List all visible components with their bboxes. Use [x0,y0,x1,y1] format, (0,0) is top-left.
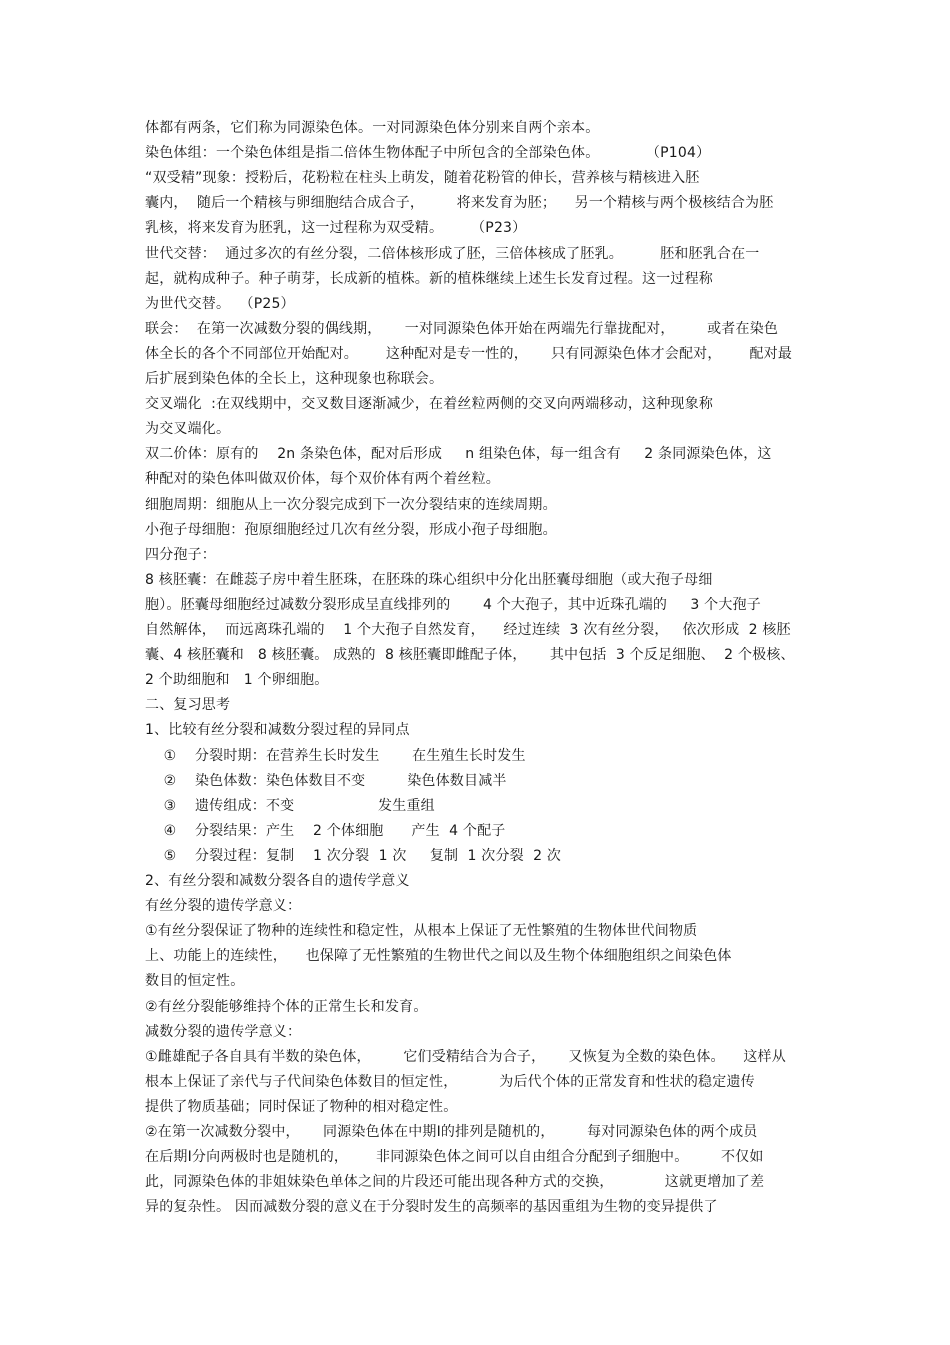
text-line: ③ 遗传组成：不变 发生重组 [145,797,435,814]
text-line: “双受精”现象：授粉后，花粉粒在柱头上萌发，随着花粉管的伸长，营养核与精核进入胚 [145,170,700,187]
text-line: 小孢子母细胞：孢原细胞经过几次有丝分裂，形成小孢子母细胞。 [145,521,557,538]
text-line: 体都有两条，它们称为同源染色体。一对同源染色体分别来自两个亲本。 [145,120,600,136]
text-line: ②有丝分裂能够维持个体的正常生长和发育。 [145,998,428,1015]
text-line: 在后期Ⅰ分向两极时也是随机的， 非同源染色体之间可以自由组合分配到子细胞中。 不仅如 [145,1149,764,1166]
text-line: 2 个助细胞和 1 个卵细胞。 [145,672,329,689]
text-line: 异的复杂性。 因而减数分裂的意义在于分裂时发生的高频率的基因重组为生物的变异提供了 [145,1199,718,1216]
text-line: 交叉端化 :在双线期中，交叉数目逐渐减少，在着丝粒两侧的交叉向两端移动，这种现象称 [145,396,714,413]
text-line: 染色体组：一个染色体组是指二倍体生物体配子中所包含的全部染色体。 （P104） [145,145,711,162]
text-line: 体全长的各个不同部位开始配对。 这种配对是专一性的， 只有同源染色体才会配对， 配对最 [145,345,793,362]
text-line: 8 核胚囊：在雌蕊子房中着生胚珠，在胚珠的珠心组织中分化出胚囊母细胞（或大孢子母细 [145,571,713,588]
text-line: 胞）。胚囊母细胞经过减数分裂形成呈直线排列的 4 个大孢子，其中近珠孔端的 3 个大孢子 [145,596,761,613]
text-line: 为交叉端化。 [145,421,231,438]
text-line: 根本上保证了亲代与子代间染色体数目的恒定性， 为后代个体的正常发育和性状的稳定遗传 [145,1073,755,1090]
text-line: 起，就构成种子。种子萌芽，长成新的植株。新的植株继续上述生长发育过程。这一过程称 [145,270,713,287]
text-line: 数目的恒定性。 [145,973,245,990]
text-line: ①雌雄配子各自具有半数的染色体， 它们受精结合为合子， 又恢复为全数的染色体。 这样从 [145,1048,786,1065]
text-line: 自然解体， 而远离珠孔端的 1 个大孢子自然发育， 经过连续 3 次有丝分裂， 依次形成 2 核胚 [145,622,791,638]
text-line: ⑤ 分裂过程：复制 1 次分裂 1 次 复制 1 次分裂 2 次 [145,847,562,864]
text-line: 上、功能上的连续性， 也保障了无性繁殖的生物世代之间以及生物个体细胞组织之间染色体 [145,948,732,965]
text-line: 1、比较有丝分裂和减数分裂过程的异同点 [145,722,410,739]
text-line: ① 分裂时期：在营养生长时发生 在生殖生长时发生 [145,747,526,764]
text-line: 有丝分裂的遗传学意义： [145,898,302,915]
text-line: 囊、4 核胚囊和 8 核胚囊。 成熟的 8 核胚囊即雌配子体， 其中包括 3 个反足细胞、 2 个极核、 [145,647,795,664]
text-line: 二、复习思考 [145,697,231,714]
text-line: 囊内， 随后一个精核与卵细胞结合成合子， 将来发育为胚； 另一个精核与两个极核结合为胚 [145,195,774,212]
text-line: 此，同源染色体的非姐妹染色单体之间的片段还可能出现各种方式的交换， 这就更增加了差 [145,1174,765,1191]
text-line: 种配对的染色体叫做双价体，每个双价体有两个着丝粒。 [145,471,500,488]
text-line: 世代交替： 通过多次的有丝分裂，二倍体核形成了胚，三倍体核成了胚乳。 胚和胚乳合在一 [145,245,760,262]
text-line: 细胞周期：细胞从上一次分裂完成到下一次分裂结束的连续周期。 [145,496,557,513]
text-line: ②在第一次减数分裂中， 同源染色体在中期Ⅰ的排列是随机的， 每对同源染色体的两个成员 [145,1124,758,1140]
text-line: 联会： 在第一次减数分裂的偶线期， 一对同源染色体开始在两端先行靠拢配对， 或者在染色 [145,320,779,337]
text-line: 减数分裂的遗传学意义： [145,1023,302,1040]
text-line: 乳核，将来发育为胚乳，这一过程称为双受精。 （P23） [145,220,527,237]
text-line: 为世代交替。 （P25） [145,295,295,312]
text-line: 提供了物质基础；同时保证了物种的相对稳定性。 [145,1098,458,1115]
text-line: 四分孢子： [145,546,216,563]
text-line: ④ 分裂结果：产生 2 个体细胞 产生 4 个配子 [145,822,506,839]
text-line: ② 染色体数：染色体数目不变 染色体数目减半 [145,772,507,789]
text-line: 后扩展到染色体的全长上，这种现象也称联会。 [145,371,444,387]
text-line: 2、有丝分裂和减数分裂各自的遗传学意义 [145,873,410,889]
text-line: 双二价体：原有的 2n 条染色体，配对后形成 n 组染色体，每一组含有 2 条同源染色体，这 [145,446,772,463]
text-line: ①有丝分裂保证了物种的连续性和稳定性，从根本上保证了无性繁殖的生物体世代间物质 [145,923,698,940]
